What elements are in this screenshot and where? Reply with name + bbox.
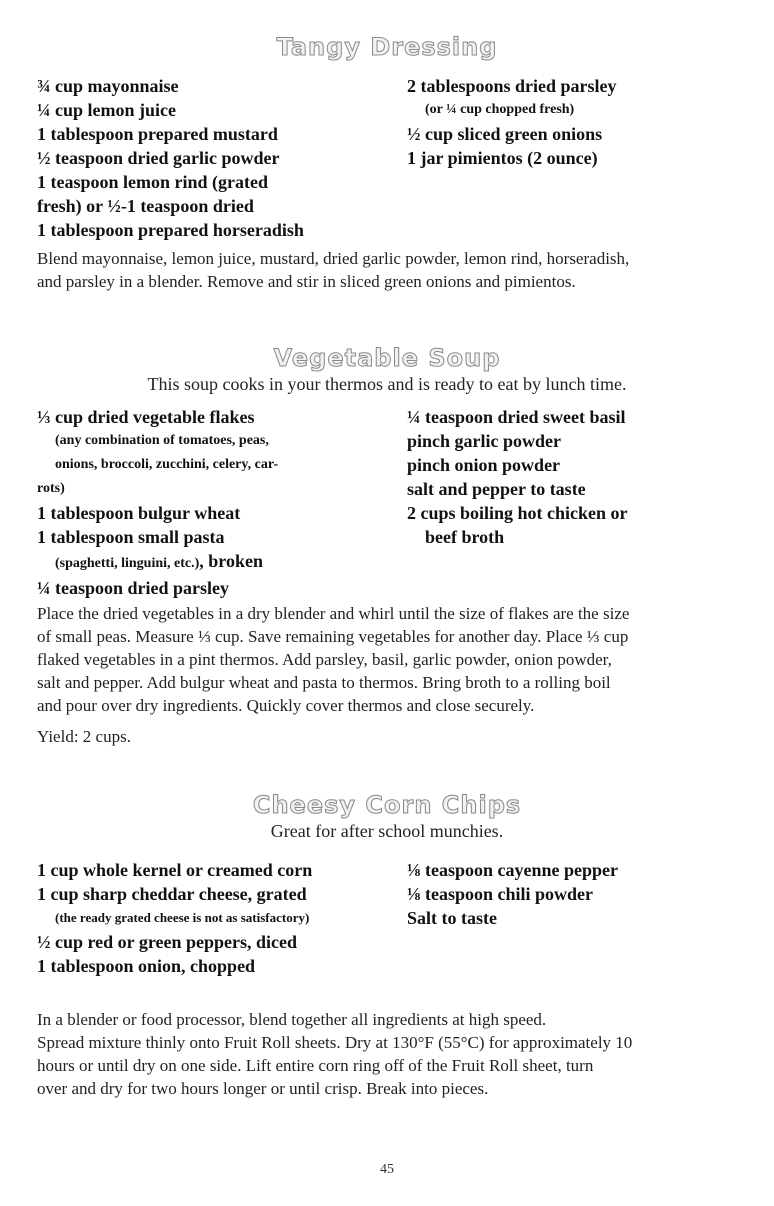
directions-line: In a blender or food processor, blend together all ingredients at high speed. — [37, 1010, 547, 1029]
ingredient: ¼ cup lemon juice — [37, 100, 176, 120]
ingredient: pinch onion powder — [407, 455, 561, 475]
ingredient: 1 jar pimientos (2 ounce) — [407, 148, 598, 168]
tangy-directions — [37, 247, 737, 293]
ingredient: beef broth — [425, 527, 505, 547]
ingredient: fresh) or ½-1 teaspoon dried — [37, 196, 254, 216]
chips-directions — [37, 1008, 737, 1100]
ingredient-note: onions, broccoli, zucchini, celery, car- — [55, 457, 279, 472]
directions-line: Spread mixture thinly onto Fruit Roll sheets. Dry at 130°F (55°C) for approximately 10 — [37, 1033, 633, 1052]
soup-intro: This soup cooks in your thermos and is ready to eat by lunch time. — [147, 374, 627, 394]
directions-line: and parsley in a blender. Remove and stir in sliced green onions and pimientos. — [37, 272, 576, 291]
soup-ingredients — [37, 405, 737, 600]
ingredient: 1 cup sharp cheddar cheese, grated — [37, 884, 307, 904]
ingredient: salt and pepper to taste — [407, 479, 586, 499]
ingredient: ⅓ cup dried vegetable flakes — [37, 407, 255, 427]
directions-line: Place the dried vegetables in a dry blender and whirl until the size of flakes are the size — [37, 604, 630, 623]
chips-intro: Great for after school munchies. — [270, 821, 504, 841]
ingredient-note-suffix: , broken — [199, 551, 263, 571]
ingredient: 1 tablespoon small pasta — [37, 527, 225, 547]
ingredient-note: rots) — [37, 481, 65, 496]
directions-line: flaked vegetables in a pint thermos. Add parsley, basil, garlic powder, onion powder, — [37, 650, 612, 669]
directions-line: of small peas. Measure ⅓ cup. Save remaining vegetables for another day. Place ⅓ cup — [37, 627, 629, 646]
ingredient-note: (any combination of tomatoes, peas, — [55, 433, 269, 448]
soup-yield: Yield: 2 cups. — [37, 727, 131, 746]
ingredient: 2 tablespoons dried parsley — [407, 76, 617, 96]
soup-directions — [37, 602, 737, 717]
ingredient: 1 teaspoon lemon rind (grated — [37, 172, 268, 192]
directions-line: and pour over dry ingredients. Quickly cover thermos and close securely. — [37, 696, 535, 715]
page-number: 45 — [380, 1162, 394, 1177]
directions-line: over and dry for two hours longer or until crisp. Break into pieces. — [37, 1079, 489, 1098]
vegetable-soup-title: Vegetable Soup — [273, 344, 501, 372]
ingredient: ¼ teaspoon dried sweet basil — [407, 407, 626, 427]
ingredient-note: (or ¼ cup chopped fresh) — [425, 102, 575, 117]
ingredient-note: (the ready grated cheese is not as satisfactory) — [55, 910, 310, 925]
ingredient: Salt to taste — [407, 908, 497, 928]
ingredient: ½ cup sliced green onions — [407, 124, 603, 144]
tangy-dressing-title: Tangy Dressing — [276, 33, 498, 61]
ingredient: ⅛ teaspoon cayenne pepper — [407, 860, 618, 880]
ingredient: ½ teaspoon dried garlic powder — [37, 148, 280, 168]
directions-line: salt and pepper. Add bulgur wheat and pasta to thermos. Bring broth to a rolling boil — [37, 673, 611, 692]
ingredient-note-text: (spaghetti, linguini, etc.) — [55, 556, 200, 571]
chips-ingredients — [37, 858, 737, 978]
ingredient: 1 tablespoon onion, chopped — [37, 956, 256, 976]
ingredient: ⅛ teaspoon chili powder — [407, 884, 594, 904]
ingredient: 2 cups boiling hot chicken or — [407, 503, 628, 523]
directions-line: Blend mayonnaise, lemon juice, mustard, dried garlic powder, lemon rind, horseradish, — [37, 249, 630, 268]
cheesy-corn-chips-title: Cheesy Corn Chips — [252, 791, 522, 819]
ingredient: ½ cup red or green peppers, diced — [37, 932, 297, 952]
ingredient: ¼ teaspoon dried parsley — [37, 578, 230, 598]
recipe-page — [37, 0, 737, 1100]
ingredient: 1 tablespoon prepared horseradish — [37, 220, 304, 240]
ingredient: pinch garlic powder — [407, 431, 562, 451]
ingredient: ¾ cup mayonnaise — [37, 76, 179, 96]
ingredient-note — [37, 549, 407, 576]
directions-line: hours or until dry on one side. Lift entire corn ring off of the Fruit Roll sheet, turn — [37, 1056, 594, 1075]
tangy-ingredients — [37, 74, 737, 242]
ingredient: 1 cup whole kernel or creamed corn — [37, 860, 313, 880]
ingredient: 1 tablespoon prepared mustard — [37, 124, 278, 144]
ingredient: 1 tablespoon bulgur wheat — [37, 503, 241, 523]
